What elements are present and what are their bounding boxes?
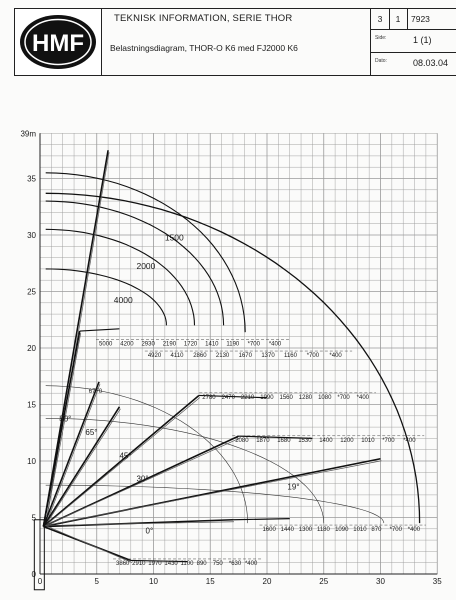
capacity-value: 1400 [319,437,333,444]
outer-reach-curve [46,193,420,523]
capacity-value: 1010 [353,527,367,534]
angle-label: 30° [136,474,149,484]
y-tick-label: 35 [27,174,36,184]
capacity-value: 4110 [170,353,184,360]
curve-4000 [46,269,167,326]
labels [59,233,426,567]
capacity-value: 2860 [193,353,207,360]
capacity-value: *400 [356,394,370,401]
capacity-value: *630 [228,560,242,567]
y-tick-label: 25 [27,287,36,297]
side-label: Side: [375,35,387,41]
capacity-value: *700 [306,353,320,360]
capacity-value: 1200 [340,437,354,444]
capacity-value: 1970 [148,560,162,567]
code-a: 3 [371,9,390,29]
capacity-value: 1160 [284,353,297,360]
capacity-value: 1440 [280,527,294,534]
angle-label: 45° [119,451,132,461]
boom-edge [45,526,131,563]
x-tick-label: 15 [205,577,215,586]
capacity-value: 3860 [116,560,130,567]
capacity-value: 4200 [120,341,134,348]
capacity-value: 6770 [88,389,103,396]
y-tick-label: 15 [27,400,36,410]
x-tick-label: 25 [319,577,329,586]
capacity-value: 1720 [183,341,198,348]
capacity-value: 5000 [99,341,113,348]
capacity-value: 2130 [215,353,230,360]
boom-edge [45,461,381,526]
x-tick-label: 10 [149,577,158,586]
y-tick-label: 30 [27,231,36,240]
x-tick-label: 30 [376,577,385,586]
capacity-value: 2190 [162,341,177,348]
capacity-value: *400 [244,560,258,567]
x-tick-label: 0 [37,577,43,586]
capacity-value: 1190 [226,341,240,348]
capacity-value: 1990 [260,394,274,401]
capacity-value: 1080 [318,394,332,401]
capacity-value: 2080 [235,437,249,444]
capacity-value: 1870 [256,437,270,444]
curve-label: 4000 [113,294,133,305]
capacity-value: 1670 [238,353,252,360]
capacity-value: *700 [247,341,260,348]
logo-text: HMF [32,30,84,57]
jib-arm [233,519,290,520]
capacity-value: 1100 [180,560,194,567]
mid-arc [46,386,248,523]
code-b: 1 [389,9,408,29]
capacity-value: 750 [212,560,223,567]
y-tick-label: 10 [27,457,36,466]
jib-arm [80,329,120,331]
capacity-value: 1300 [298,527,313,534]
capacity-value: 870 [371,527,382,534]
capacity-value: 1370 [261,353,275,360]
capacity-value: *400 [329,353,342,360]
x-tick-label: 35 [432,577,442,586]
capacity-value: 1430 [164,560,178,567]
y-tick-label: 0 [31,570,36,579]
y-tick-label: 20 [27,344,36,353]
capacity-value: 2930 [141,341,155,348]
y-tick-label: 39m [20,129,36,139]
capacity-value: 1600 [262,527,276,534]
capacity-value: 1560 [279,394,293,401]
capacity-value: *400 [268,341,282,348]
capacity-value: 4920 [147,353,162,360]
curve-label: 1500 [164,232,184,243]
capacity-value: 2910 [132,560,146,567]
capacity-value: 1530 [298,437,312,444]
capacity-value: 1680 [277,437,291,444]
dato-label: Dato: [375,58,387,64]
side-value: 1 (1) [413,35,432,45]
capacity-value: *400 [407,527,421,534]
curve-1500 [46,201,224,325]
angle-label: 65° [85,428,98,438]
capacity-value: 890 [196,560,207,567]
angle-label: 19° [287,482,300,492]
capacity-value: *700 [382,437,395,444]
capacity-value: 1280 [298,394,313,401]
capacity-value: 2780 [202,394,216,401]
series-title: TEKNISK INFORMATION, SERIE THOR [114,13,293,24]
code-c: 7923 [411,14,430,24]
curve-label: 2000 [136,260,156,271]
capacity-value: 1180 [316,527,330,534]
capacity-value: 1010 [361,437,375,444]
capacity-value: 1090 [335,527,349,534]
boom-edge [45,152,109,525]
angle-label: 0° [145,526,154,536]
angle-label: 80° [59,414,72,424]
capacity-value: 1410 [205,341,219,348]
capacity-value: *400 [403,437,416,444]
x-tick-label: 20 [262,577,272,586]
capacity-value: 2210 [240,394,255,401]
diagram-subtitle: Belastningsdiagram, THOR-O K6 med FJ2000 K6 [110,43,298,53]
capacity-value: 2470 [221,394,235,401]
y-tick-label: 5 [31,513,36,523]
curve-max-reach [46,173,246,332]
x-tick-label: 5 [94,577,99,586]
capacity-value: *700 [337,394,350,401]
dato-value: 08.03.04 [413,58,449,68]
capacity-value: *700 [389,527,402,534]
curve-2000 [46,229,195,325]
